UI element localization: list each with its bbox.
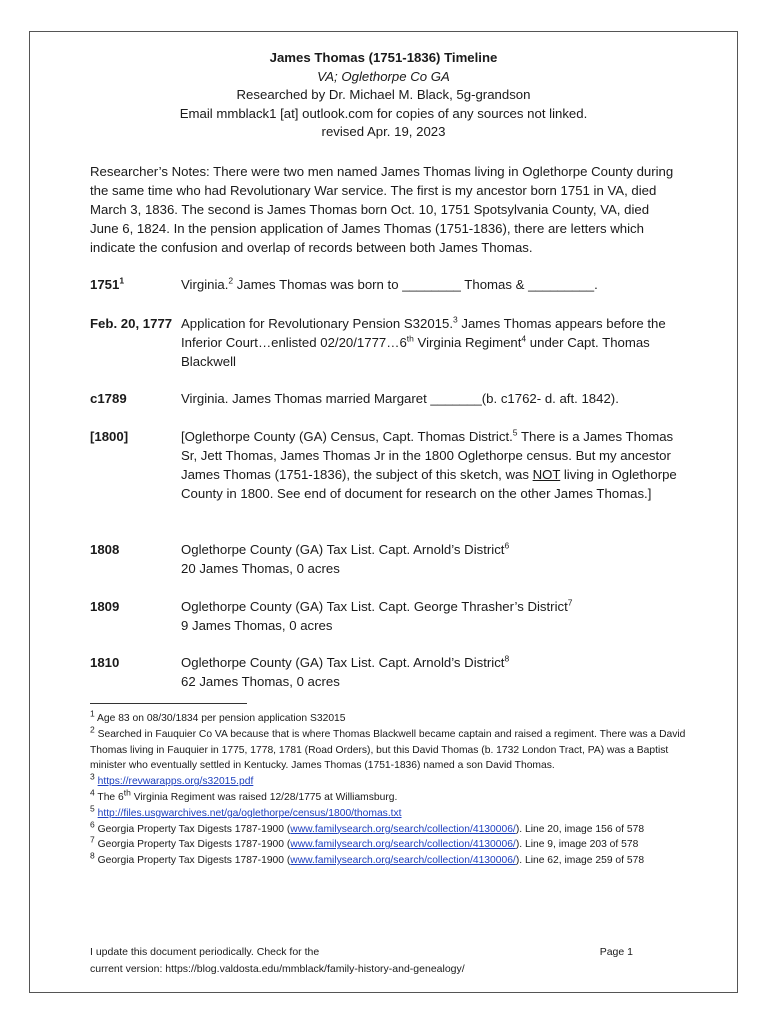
- document-location: VA; Oglethorpe Co GA: [317, 68, 450, 84]
- footnote-8: $^8$ Georgia Property Tax Digests 1787-1900 (www.familysearch.org/search/collection/4130006/). Line 62, image 259 of 578: [90, 850, 645, 867]
- footer-url: current version: https://blog.valdosta.edu/mmblack/family-history-and-genealogy/: [90, 962, 465, 975]
- footnote-3: $^3$ https://revwarapps.org/s32015.pdf: [90, 771, 254, 788]
- researcher-notes: Researcher’s Notes: There were two men named James Thomas living in Oglethorpe County during the same time who had Revolutionary War service. The first is my ancestor born 1751 in VA, died March 3, 1836. The second is James Thomas born Oct. 10, 1751 Spotsylvania County, VA, died June 6, 1824. In the pension application of James Thomas (1751-1836), there are letters which indicate the confusion and overlap of records between both James Thomas.: [90, 164, 674, 255]
- entry-date: 1810: [90, 655, 120, 670]
- entry-date: c1789: [90, 391, 127, 406]
- entry-text: Oglethorpe County (GA) Tax List. Capt. George Thrasher’s District$^7$ 9 James Thomas, 0 acres: [181, 597, 573, 633]
- footnote-5: $^5$ http://files.usgwarchives.net/ga/oglethorpe/census/1800/thomas.txt: [90, 803, 402, 819]
- revwarapps-link[interactable]: https://revwarapps.org/s32015.pdf: [97, 776, 254, 788]
- page-number: Page 1: [599, 946, 633, 958]
- researcher-line: Researched by Dr. Michael M. Black, 5g-grandson: [236, 87, 531, 102]
- document-header: [30, 49, 737, 142]
- footnote-separator: [90, 703, 247, 704]
- revised-date: revised Apr. 19, 2023: [321, 124, 446, 139]
- footnote-6: $^6$ Georgia Property Tax Digests 1787-1900 (www.familysearch.org/search/collection/4130006/). Line 20, image 156 of 578: [90, 819, 645, 835]
- page-footer: [90, 944, 650, 977]
- email-line: Email mmblack1 [at] outlook.com for copies of any sources not linked.: [179, 105, 588, 121]
- entry-date: 1809: [90, 599, 120, 614]
- familysearch-link[interactable]: www.familysearch.org/search/collection/4130006/: [290, 839, 516, 851]
- document-title: James Thomas (1751-1836) Timeline: [269, 50, 498, 65]
- entry-date: Feb. 20, 1777: [90, 316, 173, 331]
- entry-text: Virginia.$^2$ James Thomas was born to ________ Thomas & _________.: [181, 275, 598, 292]
- entry-date: 1751$^1$: [90, 275, 125, 292]
- footnote-2: $^2$ Searched in Fauquier Co VA because that is where Thomas Blackwell became captain and raised a regiment. There was a David Thomas living in Fauquier in 1775, 1778, 1781 (Road Orders), but this David Thomas (b. 1732 London Tract, PA) was a Baptist minister who eventually settled in Kentucky. James Thomas (1751-1836) named a son David Thomas.: [90, 724, 686, 772]
- document-page: [29, 31, 738, 993]
- footnote-7: $^7$ Georgia Property Tax Digests 1787-1900 (www.familysearch.org/search/collection/4130006/). Line 9, image 203 of 578: [90, 834, 639, 851]
- footer-update-note: I update this document periodically. Check for the: [90, 946, 320, 958]
- usgwarchives-link[interactable]: http://files.usgwarchives.net/ga/oglethorpe/census/1800/thomas.txt: [97, 807, 402, 819]
- entry-text: Oglethorpe County (GA) Tax List. Capt. Arnold’s District$^6$ 20 James Thomas, 0 acres: [181, 540, 510, 576]
- entry-text: [Oglethorpe County (GA) Census, Capt. Thomas District.$^5$ There is a James Thomas Sr, Jett Thomas, James Thomas Jr in the 1800 Oglethorpe census. But my ancestor James Thomas (1751-1836), the subject of this sketch, was NOT living in Oglethorpe County in 1800. See end of document for research on the other James Thomas.]: [181, 427, 677, 501]
- footnote-4: $^4$ The 6th Virginia Regiment was raised 12/28/1775 at Williamsburg.: [90, 787, 398, 803]
- entry-text: Application for Revolutionary Pension S32015.$^3$ James Thomas appears before the Inferior Court…enlisted 02/20/1777…6th Virginia Regiment$^4$ under Capt. Thomas Blackwell: [181, 314, 666, 369]
- entry-text: Oglethorpe County (GA) Tax List. Capt. Arnold’s District$^8$ 62 James Thomas, 0 acres: [181, 653, 510, 689]
- entry-date: [1800]: [90, 429, 129, 444]
- familysearch-link[interactable]: www.familysearch.org/search/collection/4130006/: [290, 823, 516, 835]
- footnotes: [90, 708, 690, 869]
- footnote-1: $^1$ Age 83 on 08/30/1834 per pension application S32015: [90, 708, 346, 724]
- familysearch-link[interactable]: www.familysearch.org/search/collection/4130006/: [290, 855, 516, 867]
- entry-text: Virginia. James Thomas married Margaret _______(b. c1762- d. aft. 1842).: [181, 391, 619, 406]
- entry-date: 1808: [90, 542, 120, 557]
